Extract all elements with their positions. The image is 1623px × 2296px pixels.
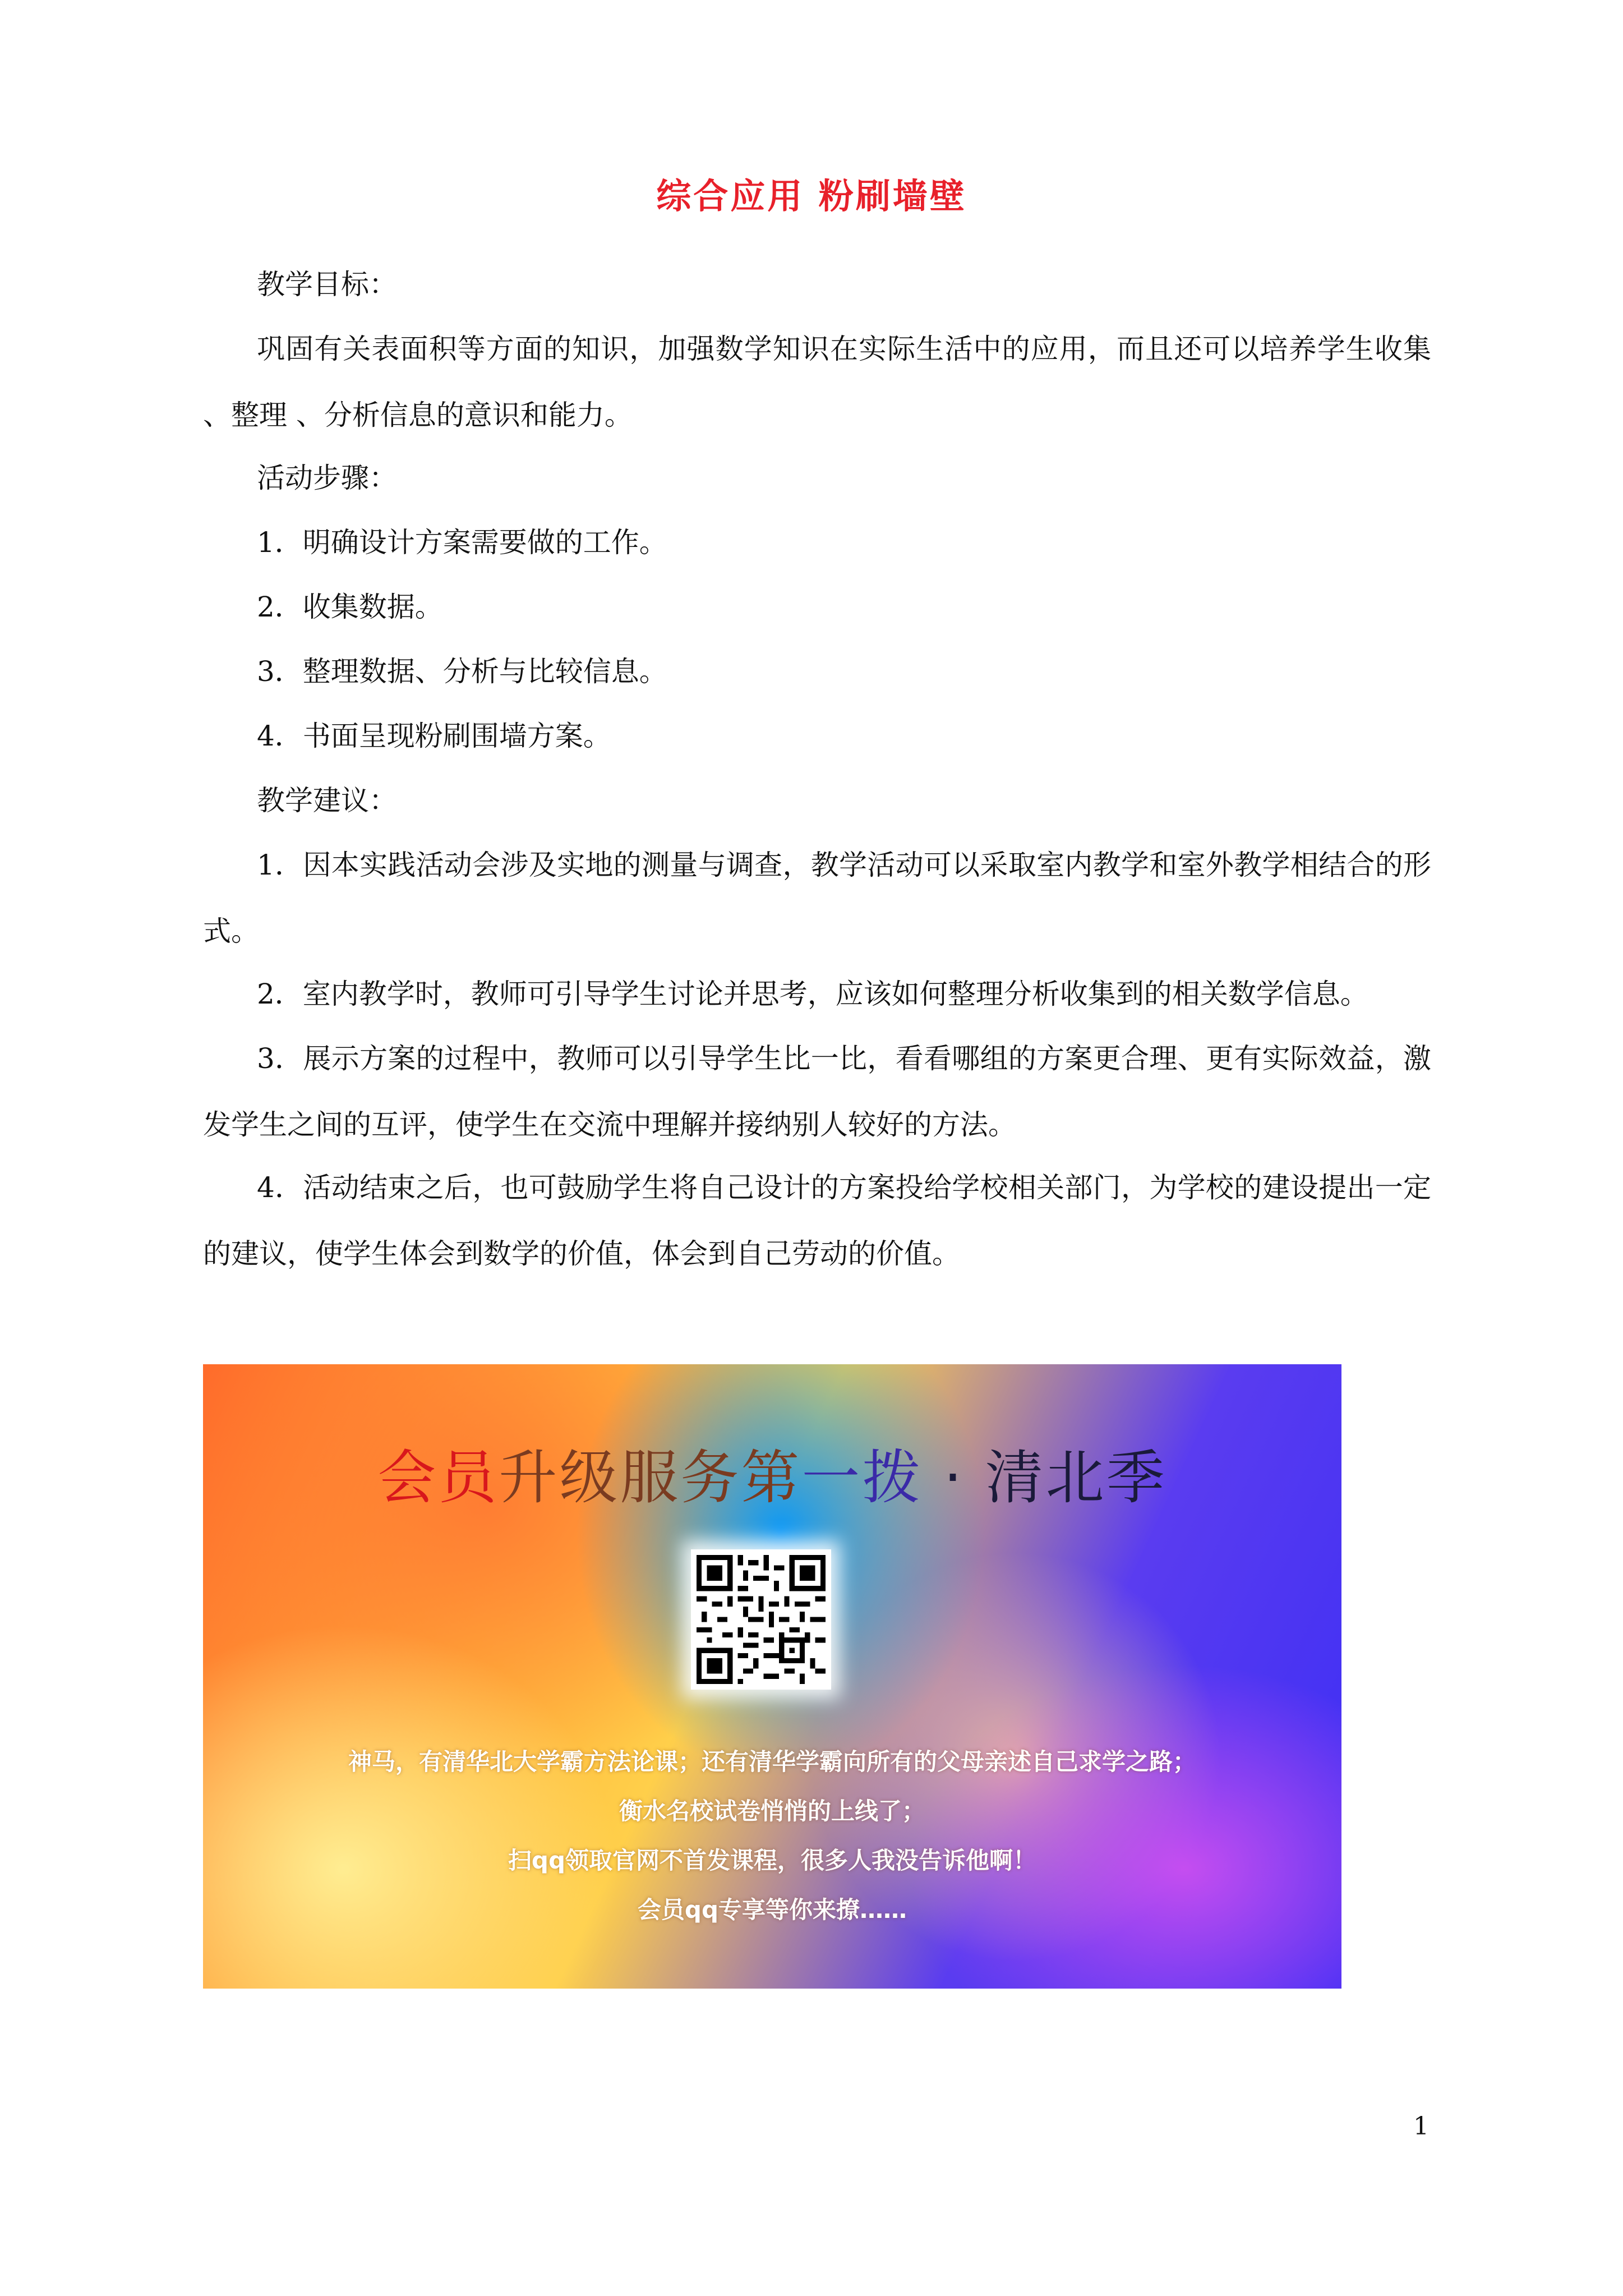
banner-headline-part1: 会员	[377, 1443, 499, 1512]
banner-headline-part4: · 清北季	[923, 1443, 1167, 1512]
paragraph-advice-2: 2．室内教学时，教师可引导学生讨论并思考，应该如何整理分析收集到的相关数学信息。	[257, 978, 1368, 1010]
paragraph-step-1: 1．明确设计方案需要做的工作。	[257, 526, 667, 559]
banner-line-4: 会员qq专享等你来撩……	[637, 1896, 907, 1924]
banner-headline-part3: 一拨	[801, 1443, 923, 1512]
banner-text	[203, 1737, 1341, 1935]
paragraph-advice-heading: 教学建议：	[257, 784, 397, 817]
document-title: 综合应用 粉刷墙壁	[656, 176, 967, 217]
qr-code[interactable]	[691, 1549, 831, 1690]
paragraph-advice-3: 3．展示方案的过程中，教师可以引导学生比一比，看看哪组的方案更合理、更有实际效益，激发学生之间的互评，使学生在交流中理解并接纳别人较好的方法。	[203, 1042, 1431, 1141]
paragraph-advice-1: 1．因本实践活动会涉及实地的测量与调查，教学活动可以采取室内教学和室外教学相结合的形式。	[203, 849, 1431, 947]
paragraph-step-4: 4．书面呈现粉刷围墙方案。	[257, 720, 611, 752]
qr-code-icon	[697, 1555, 826, 1684]
banner-headline-part2: 升级服务第	[499, 1443, 802, 1512]
page-number: 1	[1413, 2112, 1429, 2141]
banner-line-1: 神马，有清华北大学霸方法论课；还有清华学霸向所有的父母亲述自己求学之路；	[348, 1748, 1196, 1775]
paragraph-step-3: 3．整理数据、分析与比较信息。	[257, 655, 667, 688]
paragraph-goal-text: 巩固有关表面积等方面的知识，加强数学知识在实际生活中的应用，而且还可以培养学生收集 、整理 、分析信息的意识和能力。	[203, 333, 1431, 431]
paragraph-steps-heading: 活动步骤：	[257, 462, 397, 494]
paragraph-advice-4: 4．活动结束之后，也可鼓励学生将自己设计的方案投给学校相关部门，为学校的建设提出一定的建议，使学生体会到数学的价值，体会到自己劳动的价值。	[203, 1171, 1431, 1270]
paragraph-goal-heading: 教学目标：	[257, 268, 397, 301]
banner-headline	[203, 1430, 1341, 1515]
banner-line-2: 衡水名校试卷悄悄的上线了；	[619, 1797, 925, 1825]
promo-banner	[203, 1364, 1341, 1989]
paragraph-step-2: 2．收集数据。	[257, 591, 443, 623]
banner-line-3: 扫qq领取官网不首发课程，很多人我没告诉他啊！	[508, 1847, 1037, 1874]
